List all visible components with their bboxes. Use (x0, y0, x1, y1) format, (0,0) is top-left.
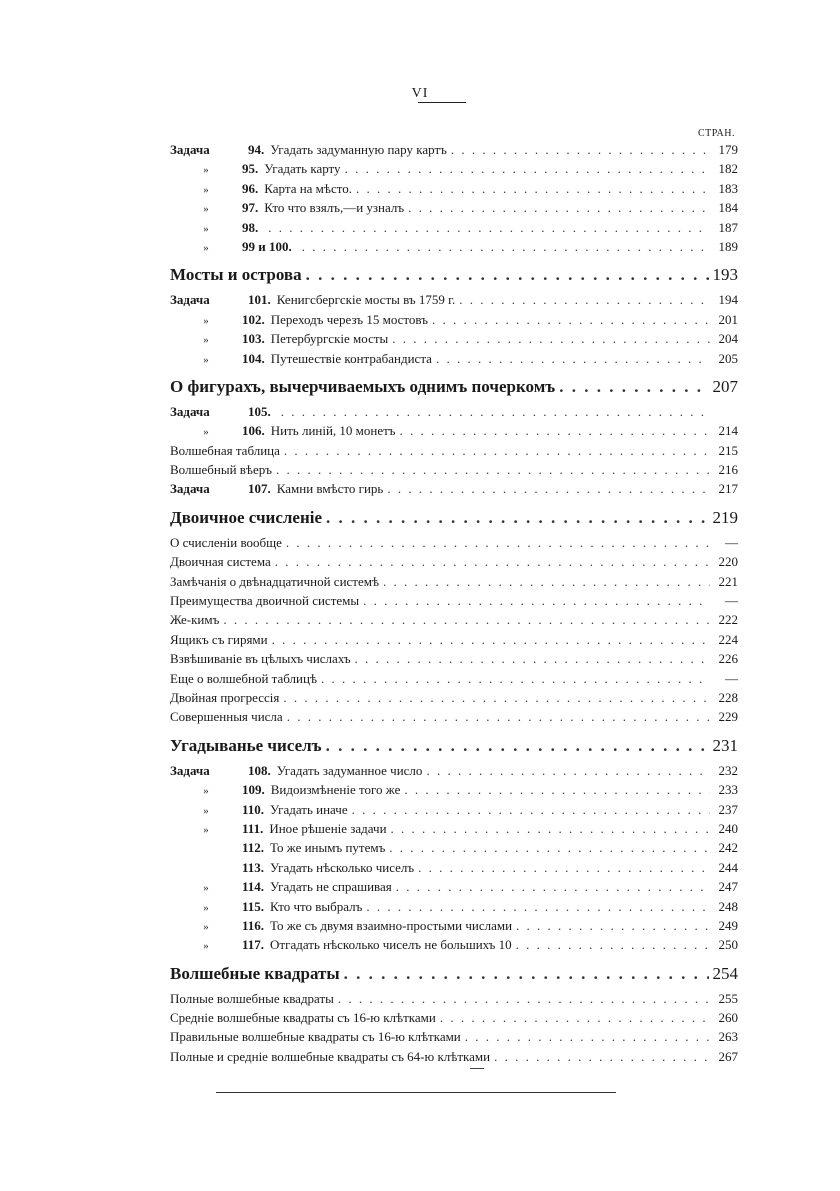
ditto-mark: » (203, 823, 209, 836)
entry-title: Взвѣшиваніе въ цѣлыхъ числахъ (170, 651, 351, 667)
ditto-mark: » (203, 882, 209, 895)
leader-dots (392, 329, 710, 348)
toc-row (170, 1047, 738, 1066)
entry-title: Волшебный вѣеръ (170, 462, 272, 478)
page-ref: 219 (712, 507, 738, 527)
leader-dots (281, 402, 710, 421)
entry-title: Угадать не спрашивая (270, 879, 392, 895)
toc-row (170, 460, 738, 479)
task-number: 97. (242, 200, 259, 216)
page-ref: — (725, 534, 738, 550)
ditto-mark: » (203, 940, 209, 953)
toc-section-row (170, 372, 738, 402)
entry-title: Полные волшебные квадраты (170, 990, 334, 1006)
page-ref: 207 (712, 376, 738, 396)
leader-dots (363, 591, 710, 610)
entry-title: Кенигсбергскіе мосты въ 1759 г. (276, 292, 456, 308)
page-ref: 228 (718, 689, 738, 705)
entry-title: То же съ двумя взаимно-простыми числами (270, 917, 513, 933)
toc-row (170, 329, 738, 348)
ditto-mark: » (203, 804, 209, 817)
entry-title: То же инымъ путемъ (270, 840, 386, 856)
toc-row (170, 1008, 738, 1027)
page-ref: 255 (718, 990, 738, 1006)
leader-dots (272, 630, 710, 649)
entry-title: Замѣчанія о двѣнадцатичной системѣ (170, 573, 380, 589)
page-ref: 183 (718, 180, 738, 196)
task-number: 117. (242, 937, 265, 953)
ditto-mark: » (203, 241, 209, 254)
toc-row (170, 707, 738, 726)
task-number: 95. (242, 161, 259, 177)
task-number: 102. (242, 311, 265, 327)
task-number: 113. (242, 859, 265, 875)
page-ref: 222 (718, 612, 738, 628)
toc-row (170, 780, 738, 799)
toc-row (170, 218, 738, 237)
entry-title: Преимущества двоичной системы (170, 593, 360, 609)
leader-dots (338, 989, 710, 1008)
task-label: Задача (170, 403, 210, 419)
page-ref: 229 (718, 709, 738, 725)
leader-dots (436, 349, 710, 368)
leader-dots (223, 610, 710, 629)
page-ref: 193 (712, 265, 738, 285)
page-ref: 182 (718, 161, 738, 177)
toc-row (170, 761, 738, 780)
entry-title: Камни вмѣсто гирь (276, 481, 384, 497)
page-ref: 254 (712, 963, 738, 983)
ditto-mark: » (203, 183, 209, 196)
ditto-mark: » (203, 203, 209, 216)
task-label: Задача (170, 762, 210, 778)
toc-row (170, 649, 738, 668)
task-number: 114. (242, 879, 265, 895)
page-ref: 240 (718, 820, 738, 836)
ditto-mark: » (203, 222, 209, 235)
toc-row (170, 935, 738, 954)
toc-section-row (170, 731, 738, 761)
task-label: Задача (170, 481, 210, 497)
entry-title: Же-кимъ (170, 612, 220, 628)
task-number: 109. (242, 782, 265, 798)
task-number: 105. (248, 403, 271, 419)
entry-title: Видоизмѣненіе того же (270, 782, 401, 798)
leader-dots (516, 916, 710, 935)
leader-dots (400, 421, 710, 440)
task-number: 96. (242, 180, 259, 196)
ditto-mark: » (203, 785, 209, 798)
toc-row (170, 897, 738, 916)
page-ref: — (725, 670, 738, 686)
ditto-mark: » (203, 334, 209, 347)
page-ref: 187 (718, 219, 738, 235)
end-mark (470, 1068, 484, 1069)
leader-dots (366, 897, 710, 916)
toc-row (170, 198, 738, 217)
toc-row (170, 533, 738, 552)
toc-row (170, 819, 738, 838)
toc-section-row (170, 260, 738, 290)
toc-row (170, 916, 738, 935)
page-ref: 248 (718, 898, 738, 914)
toc-section-row (170, 503, 738, 533)
entry-title: Еще о волшебной таблицѣ (170, 670, 318, 686)
page-ref: 189 (718, 238, 738, 254)
ditto-mark: » (203, 901, 209, 914)
task-number: 112. (242, 840, 265, 856)
leader-dots (387, 479, 710, 498)
page-ref: 205 (718, 350, 738, 366)
toc-row (170, 479, 738, 498)
leader-dots (321, 669, 710, 688)
task-label: Задача (170, 292, 210, 308)
leader-dots (326, 503, 708, 533)
entry-title: Кто что взялъ,—и узналъ (264, 200, 405, 216)
section-title: О фигурахъ, вычерчиваемыхъ однимъ почеркомъ (170, 376, 556, 396)
toc-row (170, 800, 738, 819)
page-ref: 231 (712, 735, 738, 755)
page-ref: 226 (718, 651, 738, 667)
toc-row (170, 989, 738, 1008)
leader-dots (459, 290, 710, 309)
entry-title: Волшебная таблица (170, 442, 280, 458)
page-ref: 179 (718, 142, 738, 157)
entry-title: Совершенныя числа (170, 709, 283, 725)
page-ref: 220 (718, 554, 738, 570)
toc-row (170, 610, 738, 629)
table-of-contents (170, 140, 738, 1066)
task-number: 111. (242, 820, 264, 836)
leader-dots (465, 1027, 710, 1046)
entry-title: Угадать задуманную пару картъ (270, 142, 447, 157)
toc-row (170, 858, 738, 877)
task-number: 103. (242, 331, 265, 347)
task-number: 110. (242, 801, 265, 817)
bottom-rule (216, 1092, 616, 1093)
page-ref: 263 (718, 1029, 738, 1045)
leader-dots (383, 572, 710, 591)
section-title: Угадыванье чиселъ (170, 735, 322, 755)
leader-dots (426, 761, 710, 780)
toc-row (170, 877, 738, 896)
leader-dots (345, 159, 710, 178)
entry-title: Нить линій, 10 монетъ (270, 423, 396, 439)
task-number: 104. (242, 350, 265, 366)
toc-row (170, 421, 738, 440)
leader-dots (326, 731, 709, 761)
task-number: 99 и 100. (242, 238, 292, 254)
entry-title: Путешествіе контрабандиста (270, 350, 432, 366)
leader-dots (302, 237, 710, 256)
ditto-mark: » (203, 353, 209, 366)
leader-dots (389, 838, 710, 857)
leader-dots (276, 460, 710, 479)
page-ref: 247 (718, 879, 738, 895)
toc-row (170, 669, 738, 688)
leader-dots (284, 441, 710, 460)
leader-dots (306, 260, 709, 290)
leader-dots (408, 198, 710, 217)
leader-dots (391, 819, 710, 838)
leader-dots (451, 140, 710, 159)
section-title: Двоичное счисленіе (170, 507, 323, 527)
ditto-mark: » (203, 920, 209, 933)
leader-dots (440, 1008, 710, 1027)
page-ref: 237 (718, 801, 738, 817)
toc-row (170, 349, 738, 368)
toc-row (170, 402, 738, 421)
page-ref: 224 (718, 631, 738, 647)
leader-dots (432, 310, 710, 329)
toc-row (170, 688, 738, 707)
toc-row (170, 237, 738, 256)
page-ref: 250 (718, 937, 738, 953)
page-ref: 216 (718, 462, 738, 478)
toc-row (170, 290, 738, 309)
leader-dots (286, 533, 710, 552)
page-ref: 214 (718, 423, 738, 439)
entry-title: Карта на мѣсто. (264, 180, 352, 196)
leader-dots (275, 552, 710, 571)
page-number: VI (411, 86, 429, 101)
toc-row (170, 1027, 738, 1046)
page-ref: 204 (718, 331, 738, 347)
page-ref: — (725, 593, 738, 609)
entry-title: Ящикъ съ гирями (170, 631, 268, 647)
entry-title: Полные и средніе волшебные квадраты съ 64-ю клѣтками (170, 1048, 491, 1064)
toc-row (170, 630, 738, 649)
leader-dots (356, 179, 710, 198)
task-label: Задача (170, 142, 210, 157)
leader-dots (418, 858, 710, 877)
entry-title: Иное рѣшеніе задачи (269, 820, 387, 836)
toc-row (170, 159, 738, 178)
entry-title: Двоичная система (170, 554, 271, 570)
page-ref: 249 (718, 917, 738, 933)
task-number: 98. (242, 219, 259, 235)
entry-title: Кто что выбралъ (270, 898, 363, 914)
task-number: 107. (248, 481, 271, 497)
page-column-header: СТРАН. (698, 128, 736, 139)
page-ref: 201 (718, 311, 738, 327)
toc-row (170, 552, 738, 571)
page-ref: 215 (718, 442, 738, 458)
entry-title: Правильные волшебные квадраты съ 16-ю клѣтками (170, 1029, 461, 1045)
section-title: Мосты и острова (170, 265, 302, 285)
ditto-mark: » (203, 426, 209, 439)
leader-dots (559, 372, 708, 402)
page-ref: 233 (718, 782, 738, 798)
entry-title: Отгадать нѣсколько чиселъ не большихъ 10 (270, 937, 512, 953)
toc-section-row (170, 959, 738, 989)
task-number: 106. (242, 423, 265, 439)
entry-title: Переходъ черезъ 15 мостовъ (270, 311, 428, 327)
section-title: Волшебные квадраты (170, 963, 340, 983)
page-number-rule (418, 102, 466, 103)
page-ref: 242 (718, 840, 738, 856)
entry-title: О счисленіи вообще (170, 534, 282, 550)
page-ref: 267 (718, 1048, 738, 1064)
toc-row (170, 310, 738, 329)
leader-dots (396, 877, 710, 896)
toc-row (170, 441, 738, 460)
leader-dots (355, 649, 710, 668)
page-ref: 221 (718, 573, 738, 589)
toc-row (170, 140, 738, 159)
page-ref: 232 (718, 762, 738, 778)
page-ref: 244 (718, 859, 738, 875)
toc-row (170, 572, 738, 591)
leader-dots (283, 688, 710, 707)
entry-title: Угадать иначе (270, 801, 348, 817)
page-ref: 184 (718, 200, 738, 216)
leader-dots (352, 800, 710, 819)
entry-title: Петербургскіе мосты (270, 331, 389, 347)
entry-title: Средніе волшебные квадраты съ 16-ю клѣтками (170, 1010, 436, 1026)
leader-dots (494, 1047, 710, 1066)
entry-title: Угадать задуманное число (276, 762, 423, 778)
task-number: 116. (242, 917, 265, 933)
task-number: 94. (248, 142, 265, 157)
task-number: 108. (248, 762, 271, 778)
leader-dots (516, 935, 710, 954)
toc-row (170, 838, 738, 857)
leader-dots (404, 780, 710, 799)
page-ref: 217 (718, 481, 738, 497)
toc-row (170, 591, 738, 610)
ditto-mark: » (203, 314, 209, 327)
page-ref: 194 (718, 292, 738, 308)
leader-dots (287, 707, 710, 726)
page-ref: 260 (718, 1010, 738, 1026)
entry-title: Угадать карту (264, 161, 341, 177)
entry-title: Двойная прогрессія (170, 689, 280, 705)
task-number: 115. (242, 898, 265, 914)
entry-title: Угадать нѣсколько чиселъ (270, 859, 415, 875)
leader-dots (344, 959, 709, 989)
leader-dots (268, 218, 710, 237)
task-number: 101. (248, 292, 271, 308)
toc-row (170, 179, 738, 198)
ditto-mark: » (203, 164, 209, 177)
